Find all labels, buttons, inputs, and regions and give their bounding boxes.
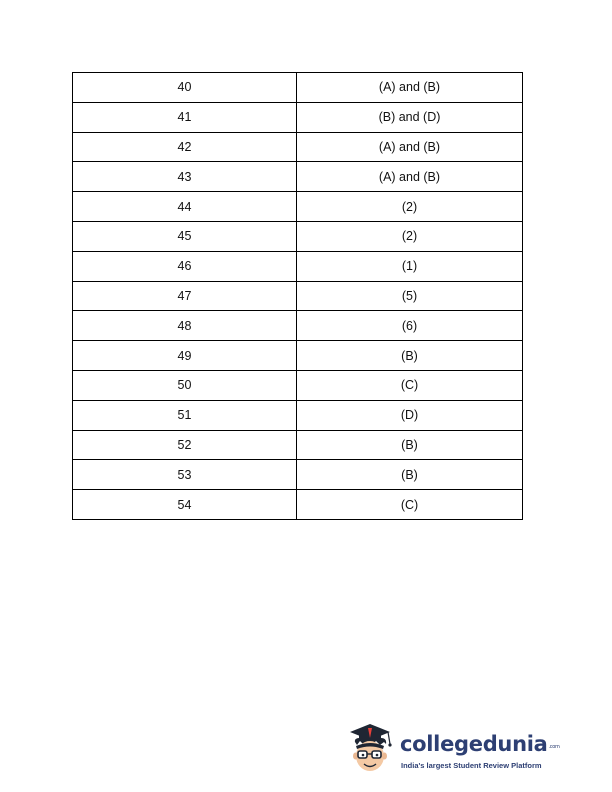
table-row <box>73 73 523 103</box>
question-number-cell: 47 <box>73 281 297 311</box>
answer-key-table <box>72 72 523 520</box>
table-row <box>73 132 523 162</box>
table-row <box>73 102 523 132</box>
question-number-cell: 53 <box>73 460 297 490</box>
question-number-cell: 40 <box>73 73 297 103</box>
answer-cell: (B) <box>297 460 523 490</box>
answer-cell: (B) <box>297 341 523 371</box>
logo-tagline: India's largest Student Review Platform <box>401 761 542 770</box>
answer-cell: (2) <box>297 192 523 222</box>
question-number-cell: 48 <box>73 311 297 341</box>
logo-wordmark-suffix: .com <box>548 744 560 750</box>
answer-cell: (B) and (D) <box>297 102 523 132</box>
logo-wordmark-text: collegedunia <box>400 732 548 756</box>
question-number-cell: 41 <box>73 102 297 132</box>
answer-cell: (2) <box>297 221 523 251</box>
table-row <box>73 430 523 460</box>
question-number-cell: 51 <box>73 400 297 430</box>
answer-cell: (C) <box>297 490 523 520</box>
answer-cell: (C) <box>297 370 523 400</box>
table-row <box>73 370 523 400</box>
table-row <box>73 221 523 251</box>
question-number-cell: 50 <box>73 370 297 400</box>
question-number-cell: 43 <box>73 162 297 192</box>
answer-cell: (A) and (B) <box>297 132 523 162</box>
question-number-cell: 52 <box>73 430 297 460</box>
table-row <box>73 490 523 520</box>
answer-cell: (5) <box>297 281 523 311</box>
table-row <box>73 400 523 430</box>
answer-cell: (A) and (B) <box>297 73 523 103</box>
question-number-cell: 42 <box>73 132 297 162</box>
answer-cell: (A) and (B) <box>297 162 523 192</box>
logo-wordmark <box>400 732 560 756</box>
table-row <box>73 311 523 341</box>
question-number-cell: 49 <box>73 341 297 371</box>
table-row <box>73 341 523 371</box>
table-row <box>73 460 523 490</box>
table-row <box>73 251 523 281</box>
question-number-cell: 45 <box>73 221 297 251</box>
table-row <box>73 192 523 222</box>
answer-cell: (1) <box>297 251 523 281</box>
table-row <box>73 162 523 192</box>
table-row <box>73 281 523 311</box>
answer-cell: (B) <box>297 430 523 460</box>
question-number-cell: 54 <box>73 490 297 520</box>
answer-cell: (D) <box>297 400 523 430</box>
question-number-cell: 46 <box>73 251 297 281</box>
answer-key-table-body <box>73 73 523 520</box>
student-mascot-icon <box>346 718 400 780</box>
answer-cell: (6) <box>297 311 523 341</box>
question-number-cell: 44 <box>73 192 297 222</box>
collegedunia-logo <box>346 718 560 780</box>
